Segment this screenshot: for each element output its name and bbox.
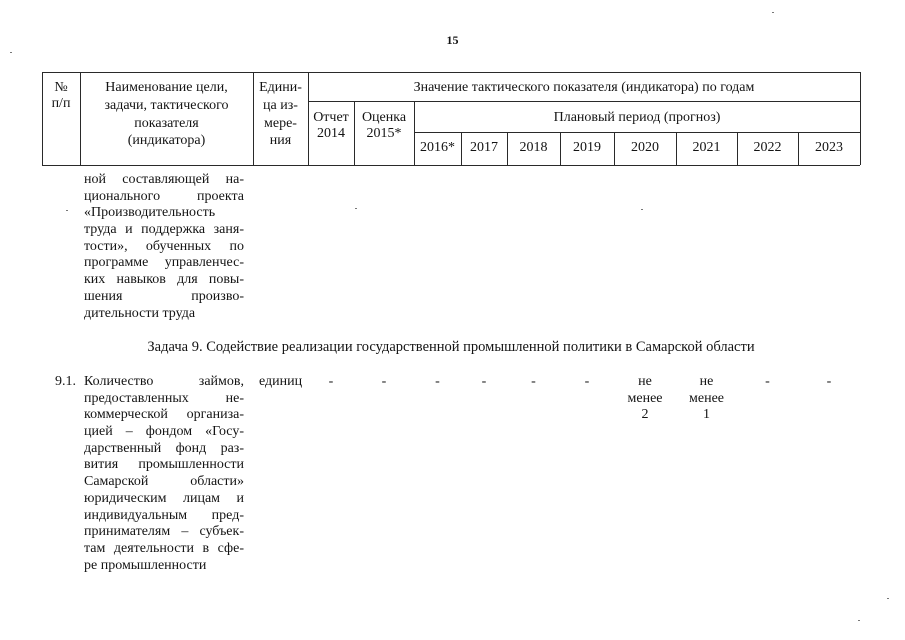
row-name-line: коммерческой организа- [84, 407, 244, 423]
col-unit-header-line4: ния [269, 133, 292, 148]
year-header-2018: 2018 [519, 140, 548, 155]
col-name-header-line3: показателя [134, 116, 199, 131]
row-number: 9.1. [55, 374, 76, 389]
scan-speck [641, 209, 643, 210]
year-header-2023: 2023 [815, 140, 843, 155]
row-name-line: юридическим лицам и [84, 490, 244, 506]
report-header-line1: Отчет [313, 110, 349, 125]
continuation-line: ционального проекта [84, 188, 244, 204]
estimate-header-line1: Оценка [361, 110, 407, 125]
col-unit-header-line2: ца из- [263, 98, 298, 113]
value-group-header: Значение тактического показателя (индикатора) по годам [413, 80, 755, 95]
row-name-line: принимателям – субъек- [84, 524, 244, 540]
continuation-line: «Производительность [84, 205, 216, 221]
value-2016: - [435, 374, 440, 389]
col-unit-header-line1: Едини- [259, 80, 302, 95]
continuation-line: тости», обученных по [84, 238, 244, 254]
row-name-line: вития промышленности [84, 457, 244, 473]
year-header-2020: 2020 [631, 140, 659, 155]
continuation-text [84, 172, 244, 322]
value-2021 [676, 374, 737, 424]
col-name-header-line1: Наименование цели, [105, 80, 228, 95]
value-2021-line: не [699, 374, 714, 389]
col-name-header-line2: задачи, тактического [104, 98, 229, 113]
row-name-line: предоставленных не- [84, 390, 244, 406]
continuation-line: дительности труда [84, 305, 196, 321]
plan-group-header: Плановый период (прогноз) [553, 110, 721, 125]
scan-speck [887, 598, 889, 599]
value-2022: - [765, 374, 770, 389]
value-2018: - [531, 374, 536, 389]
row-name-line: ре промышленности [84, 557, 207, 573]
value-estimate-2015: - [381, 374, 387, 389]
year-header-2017: 2017 [470, 140, 498, 155]
col-unit-header-line3: мере- [264, 116, 297, 131]
year-header-2022: 2022 [753, 140, 782, 155]
value-2023: - [826, 374, 832, 389]
continuation-line: труда и поддержка заня- [84, 222, 244, 238]
value-2020 [614, 374, 676, 424]
continuation-line: ких навыков для повы- [84, 272, 244, 288]
scan-speck [858, 620, 860, 621]
row-name [84, 374, 244, 574]
col-name-header-line4: (индикатора) [127, 133, 206, 148]
row-name-line: Самарской области» [84, 474, 244, 490]
value-2021-line: 1 [703, 407, 710, 423]
row-name-line: дарственный фонд раз- [84, 440, 244, 456]
value-2021-line: менее [689, 390, 724, 406]
value-report-2014: - [328, 374, 334, 389]
report-header-line2: 2014 [317, 126, 345, 141]
value-2019: - [584, 374, 590, 389]
year-header-2016: 2016* [420, 140, 455, 155]
scan-speck [355, 208, 357, 209]
scan-speck [772, 12, 774, 13]
row-name-line: цией – фондом «Госу- [84, 424, 244, 440]
value-2020-line: менее [627, 390, 663, 406]
row-name-line: индивидуальным пред- [84, 507, 244, 523]
row-name-line: там деятельности в сфе- [84, 540, 244, 556]
continuation-line: программе управленчес- [84, 255, 244, 271]
value-2020-line: не [638, 374, 652, 389]
col-num-header-line2: п/п [51, 96, 71, 111]
col-num-header-line1: № [54, 80, 68, 95]
continuation-line: шения произво- [84, 288, 244, 304]
year-header-2021: 2021 [692, 140, 721, 155]
row-unit: единиц [258, 374, 303, 389]
scan-speck [66, 210, 68, 211]
page-number: 15 [446, 33, 459, 47]
value-2017: - [481, 374, 487, 389]
estimate-header-line2: 2015* [366, 126, 402, 141]
continuation-line: ной составляющей на- [84, 172, 244, 187]
value-2020-line: 2 [641, 407, 649, 423]
scan-speck [10, 52, 12, 53]
row-name-line: Количество займов, [84, 374, 244, 389]
task-heading: Задача 9. Содействие реализации государственной промышленной политики в Самарской области [147, 339, 755, 355]
year-header-2019: 2019 [573, 140, 601, 155]
